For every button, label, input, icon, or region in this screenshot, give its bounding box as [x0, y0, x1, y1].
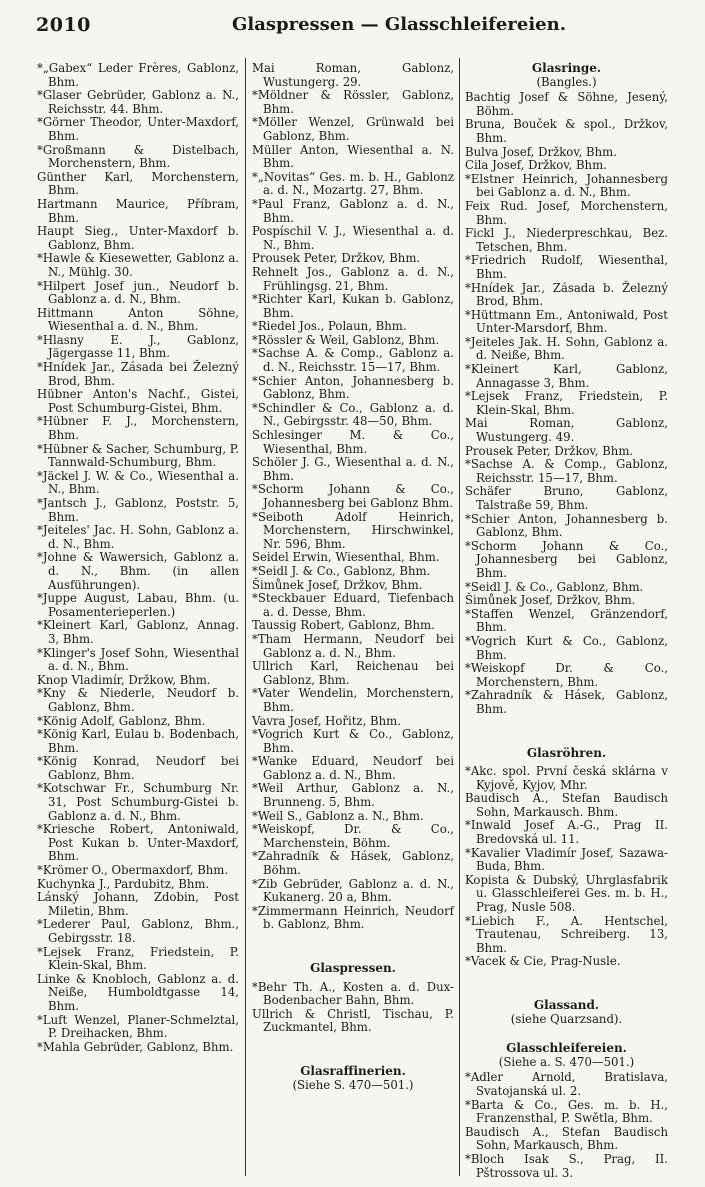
- list-item: *Seidl J. & Co., Gablonz, Bhm.: [465, 579, 644, 594]
- list-item: *Zimmermann Heinrich, Neudorf b. Gablonz, Bhm.: [252, 903, 454, 932]
- list-item: *Schorm Johann & Co., Johannesberg bei Gablonz Bhm.: [252, 482, 454, 510]
- list-item: *König Karl, Eulau b. Bodenbach, Bhm.: [37, 727, 239, 755]
- list-item: *Hübner & Sacher, Schumburg, P. Tannwald-Schumburg, Bhm.: [37, 441, 240, 470]
- page-number: 2010: [36, 14, 91, 36]
- list-item: *Seidl J. & Co., Gablonz, Bhm.: [252, 563, 431, 578]
- list-item: *Weiskopf, Dr. & Co., Marchenstein, Böhm.: [252, 822, 454, 850]
- list-item: *Tham Hermann, Neudorf bei Gablonz a. d. N., Bhm.: [252, 631, 454, 660]
- list-item: *Steckbauer Eduard, Tiefenbach a. d. Desse, Bhm.: [252, 591, 454, 619]
- list-item: Linke & Knobloch, Gablonz a. d. Neiße, Humboldtgasse 14, Bhm.: [37, 971, 239, 1013]
- list-item: *Inwald Josef A.-G., Prag II. Bredovská ul. 11.: [465, 818, 668, 847]
- list-item: *Luft Wenzel, Planer-Schmelztal, P. Dreihacken, Bhm.: [37, 1012, 239, 1041]
- list-item: *Hawle & Kiesewetter, Gablonz a. N., Mühlg. 30.: [37, 251, 239, 279]
- list-item: *Richter Karl, Kukan b. Gablonz, Bhm.: [252, 292, 454, 320]
- list-item: *Vacek & Cie, Prag-Nusle.: [465, 954, 621, 969]
- list-item: Bulva Josef, Držkov, Bhm.: [465, 144, 617, 159]
- list-item: Kopista & Dubský, Uhrglasfabrik u. Glasschleiferei Ges. m. b. H., Prag, Nusle 508.: [465, 872, 668, 915]
- list-item: *Juppe August, Labau, Bhm. (u. Posamenterieperlen.): [37, 591, 239, 619]
- list-item: *Rössler & Weil, Gablonz, Bhm.: [252, 332, 440, 347]
- list-item: *Görner Theodor, Unter-Maxdorf, Bhm.: [37, 115, 239, 143]
- section-subtitle: (siehe Quarzsand).: [510, 1011, 623, 1026]
- list-item: *Weil Arthur, Gablonz a. N., Brunneng. 5, Bhm.: [252, 781, 454, 810]
- list-item: *Mahla Gebrüder, Gablonz, Bhm.: [37, 1039, 234, 1054]
- list-item: *Glaser Gebrüder, Gablonz a. N., Reichsstr. 44. Bhm.: [37, 88, 239, 116]
- section-heading-glasraffinerien: Glasraffinerien.: [300, 1063, 406, 1078]
- column-divider: [459, 58, 460, 1176]
- list-item: Ullrich & Christl, Tischau, P. Zuckmantel, Bhm.: [252, 1006, 454, 1035]
- section-heading-glasringe: Glasringe.: [531, 61, 602, 75]
- list-item: Ullrich Karl, Reichenau bei Gablonz, Bhm.: [252, 659, 454, 687]
- section-subtitle: (Siehe S. 470—501.): [292, 1077, 414, 1092]
- list-item: *Weil S., Gablonz a. N., Bhm.: [252, 808, 424, 823]
- list-item: Günther Karl, Morchenstern, Bhm.: [37, 169, 239, 198]
- list-item: *Seiboth Adolf Heinrich, Morchenstern, Hirschwinkel, Nr. 596, Bhm.: [252, 509, 454, 551]
- list-item: *Kleinert Karl, Gablonz, Annagasse 3, Bhm.: [465, 362, 668, 390]
- list-item: *Kotschwar Fr., Schumburg Nr. 31, Post Schumburg-Gistei b. Gablonz a. d. N., Bhm.: [37, 781, 239, 823]
- list-item: *Johne & Wawersich, Gablonz a. d. N., Bhm. (in allen Ausführungen).: [37, 550, 239, 592]
- list-item: Fickl J., Niederpreschkau, Bez. Tetschen, Bhm.: [465, 226, 668, 254]
- list-item: *Friedrich Rudolf, Wiesenthal, Bhm.: [465, 253, 668, 281]
- list-item: Cila Josef, Držkov, Bhm.: [465, 158, 607, 173]
- list-item: *Wanke Eduard, Neudorf bei Gablonz a. d. N., Bhm.: [252, 754, 454, 782]
- list-item: *Jäckel J. W. & Co., Wiesenthal a. N., Bhm.: [37, 468, 239, 497]
- list-item: *Weiskopf Dr. & Co., Morchenstern, Bhm.: [465, 661, 668, 689]
- list-item: *Riedel Jos., Polaun, Bhm.: [252, 319, 407, 334]
- list-item: Prousek Peter, Držkov, Bhm.: [252, 251, 421, 266]
- list-item: *Möldner & Rössler, Gablonz, Bhm.: [252, 88, 454, 116]
- list-item: *Zahradník & Hásek, Gablonz, Böhm.: [252, 849, 454, 878]
- section-heading-glaspressen: Glaspressen.: [310, 961, 396, 975]
- list-item: *Schier Anton, Johannesberg b. Gablonz, Bhm.: [465, 511, 668, 540]
- list-item: *„Novitas“ Ges. m. b. H., Gablonz a. d. N., Mozartg. 27, Bhm.: [252, 169, 454, 198]
- list-item: Hübner Anton's Nachf., Gistei, Post Schumburg-Gistei, Bhm.: [37, 387, 239, 415]
- list-item: *Staffen Wenzel, Gränzendorf, Bhm.: [465, 606, 668, 635]
- list-item: *Kriesche Robert, Antoniwald, Post Kukan b. Unter-Maxdorf, Bhm.: [37, 822, 239, 864]
- column-2: [252, 62, 454, 1094]
- list-item: *Vogrich Kurt & Co., Gablonz, Bhm.: [252, 727, 454, 755]
- column-1: [37, 62, 239, 1054]
- list-item: *Jeiteles Jak. H. Sohn, Gablonz a. d. Neiße, Bhm.: [465, 334, 668, 363]
- list-item: Seidel Erwin, Wiesenthal, Bhm.: [252, 550, 440, 565]
- list-item: *Barta & Co., Ges. m. b. H., Franzensthal, P. Swětla, Bhm.: [465, 1097, 668, 1126]
- list-item: *Zahradník & Hásek, Gablonz, Bhm.: [465, 688, 668, 716]
- list-item: Prousek Peter, Držkov, Bhm.: [465, 443, 634, 458]
- list-item: Mai Roman, Gablonz, Wustungerg. 49.: [465, 416, 668, 445]
- list-item: Pospíschil V. J., Wiesenthal a. d. N., Bhm.: [252, 224, 454, 252]
- list-item: Müller Anton, Wiesenthal a. N. Bhm.: [252, 142, 454, 171]
- section-subtitle: (Bangles.): [536, 74, 597, 89]
- list-item: *Möller Wenzel, Grünwald bei Gablonz, Bhm.: [252, 115, 454, 143]
- list-item: *Adler Arnold, Bratislava, Svatojanská ul. 2.: [465, 1070, 668, 1098]
- list-item: *Schorm Johann & Co., Johannesberg bei Gablonz, Bhm.: [465, 538, 668, 580]
- list-item: *Elstner Heinrich, Johannesberg bei Gablonz a. d. N., Bhm.: [465, 171, 668, 200]
- section-subtitle: (Siehe a. S. 470—501.): [498, 1054, 635, 1069]
- list-item: Kuchynka J., Pardubitz, Bhm.: [37, 876, 210, 891]
- list-item: *Lejsek Franz, Friedstein, P. Klein-Skal, Bhm.: [465, 389, 668, 417]
- list-item: Rehnelt Jos., Gablonz a. d. N., Frühlingsg. 21, Bhm.: [252, 264, 454, 293]
- list-item: Vavra Josef, Hořitz, Bhm.: [252, 713, 401, 728]
- list-item: *Großmann & Distelbach, Morchenstern, Bhm.: [37, 142, 239, 171]
- list-item: Šimůnek Josef, Držkov, Bhm.: [252, 577, 423, 592]
- list-item: *Zib Gebrüder, Gablonz a. d. N., Kukanerg. 20 a, Bhm.: [252, 876, 454, 905]
- list-item: *Lederer Paul, Gablonz, Bhm., Gebirgsstr. 18.: [37, 917, 239, 945]
- list-item: *Sachse A. & Comp., Gablonz, Reichsstr. 15—17, Bhm.: [465, 457, 668, 485]
- section-heading-glasroehren: Glasröhren.: [526, 745, 607, 760]
- list-item: Lánský Johann, Zdobin, Post Miletin, Bhm.: [37, 890, 239, 918]
- list-item: Knop Vladimír, Držkow, Bhm.: [37, 672, 211, 687]
- list-item: *Schindler & Co., Gablonz a. d. N., Gebirgsstr. 48—50, Bhm.: [252, 400, 454, 429]
- list-item: *Lejsek Franz, Friedstein, P. Klein-Skal, Bhm.: [37, 944, 239, 973]
- list-item: Bachtig Josef & Söhne, Jesený, Böhm.: [465, 90, 668, 118]
- list-item: *Jantsch J., Gablonz, Poststr. 5, Bhm.: [37, 496, 239, 524]
- list-item: Baudisch A., Stefan Baudisch Sohn, Markausch, Bhm.: [465, 1124, 668, 1153]
- list-item: Schöler J. G., Wiesenthal a. d. N., Bhm.: [252, 455, 454, 483]
- list-item: Hittmann Anton Söhne, Wiesenthal a. d. N., Bhm.: [37, 305, 239, 334]
- list-item: *König Adolf, Gablonz, Bhm.: [37, 713, 206, 728]
- section-heading-glassand: Glassand.: [533, 998, 600, 1012]
- list-item: Haupt Sieg., Unter-Maxdorf b. Gablonz, Bhm.: [37, 224, 239, 252]
- list-item: *Hnídek Jar., Zásada bei Železný Brod, Bhm.: [37, 360, 239, 388]
- page-header: [36, 14, 676, 42]
- list-item: *Hlasny E. J., Gablonz, Jägergasse 11, Bhm.: [37, 332, 239, 361]
- list-item: *Klinger's Josef Sohn, Wiesenthal a. d. N., Bhm.: [37, 645, 239, 674]
- section-heading-glasschleifereien: Glasschleifereien.: [506, 1041, 627, 1056]
- list-item: *Hübner F. J., Morchenstern, Bhm.: [37, 414, 239, 443]
- column-3: [465, 62, 668, 1180]
- list-item: Schlesinger M. & Co., Wiesenthal, Bhm.: [252, 428, 454, 456]
- list-item: Šimůnek Josef, Držkov, Bhm.: [465, 593, 636, 608]
- list-item: *Paul Franz, Gablonz a. d. N., Bhm.: [252, 196, 454, 225]
- list-item: Taussig Robert, Gablonz, Bhm.: [252, 618, 435, 633]
- list-item: *Schier Anton, Johannesberg b. Gablonz, Bhm.: [252, 373, 454, 402]
- list-item: *Akc. spol. První česká sklárna v Kyjově, Kyjov, Mhr.: [465, 764, 668, 792]
- list-item: *König Konrad, Neudorf bei Gablonz, Bhm.: [37, 754, 239, 782]
- list-item: *Hilpert Josef jun., Neudorf b. Gablonz a. d. N., Bhm.: [37, 278, 239, 307]
- list-item: Hartmann Maurice, Příbram, Bhm.: [37, 196, 239, 225]
- list-item: Baudisch A., Stefan Baudisch Sohn, Markausch. Bhm.: [465, 791, 668, 819]
- list-item: *Vogrich Kurt & Co., Gablonz, Bhm.: [465, 633, 668, 662]
- list-item: *Jeiteles' Jac. H. Sohn, Gablonz a. d. N., Bhm.: [37, 523, 239, 551]
- list-item: *Behr Th. A., Kosten a. d. Dux-Bodenbacher Bahn, Bhm.: [252, 979, 454, 1008]
- list-item: *Krömer O., Obermaxdorf, Bhm.: [37, 863, 229, 878]
- list-item: *Hüttmann Em., Antoniwald, Post Unter-Marsdorf, Bhm.: [465, 307, 668, 336]
- list-item: *Vater Wendelin, Morchenstern, Bhm.: [252, 686, 454, 714]
- list-item: Mai Roman, Gablonz, Wustungerg. 29.: [252, 61, 454, 89]
- list-item: *„Gabex“ Leder Frères, Gablonz, Bhm.: [37, 61, 239, 89]
- list-item: Schäfer Bruno, Gablonz, Talstraße 59, Bhm.: [465, 484, 668, 512]
- column-divider: [245, 58, 246, 1176]
- page-title: Glaspressen — Glasschleifereien.: [232, 14, 566, 35]
- list-item: *Kavalier Vladimír Josef, Sazawa-Buda, Bhm.: [465, 845, 668, 874]
- list-item: Bruna, Bouček & spol., Držkov, Bhm.: [465, 117, 668, 145]
- list-item: *Kleinert Karl, Gablonz, Annag. 3, Bhm.: [37, 618, 239, 646]
- list-item: *Liebich F., A. Hentschel, Trautenau, Schreiberg. 13, Bhm.: [465, 913, 668, 955]
- list-item: *Kny & Niederle, Neudorf b. Gablonz, Bhm.: [37, 686, 239, 714]
- list-item: *Hnídek Jar., Zásada b. Železný Brod, Bhm.: [465, 280, 668, 309]
- list-item: Feix Rud. Josef, Morchenstern, Bhm.: [465, 198, 668, 227]
- list-item: *Sachse A. & Comp., Gablonz a. d. N., Reichsstr. 15—17, Bhm.: [252, 346, 454, 375]
- list-item: *Bloch Isak S., Prag, II. Pštrossova ul. 3.: [465, 1151, 668, 1180]
